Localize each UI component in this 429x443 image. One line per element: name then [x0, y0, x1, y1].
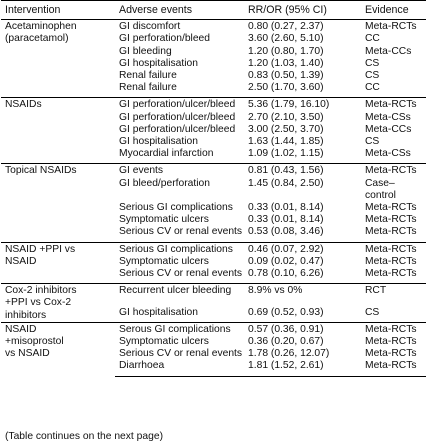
evidence-cell: Meta-RCTs — [365, 255, 417, 267]
evidence-cell: Meta-CCs — [365, 123, 412, 135]
rr-or-cell: 0.09 (0.02, 0.47) — [248, 255, 324, 267]
rr-or-cell: 0.69 (0.52, 0.93) — [248, 306, 324, 318]
adverse-event-cell: Symptomatic ulcers — [119, 336, 209, 348]
table-row — [1, 98, 426, 112]
evidence-cell: Meta-CSs — [365, 111, 411, 123]
rr-or-cell: 0.36 (0.20, 0.67) — [248, 336, 324, 348]
intervention-cell: Acetaminophen (paracetamol) — [1, 20, 115, 98]
evidence-table — [1, 0, 426, 377]
evidence-cell: Meta-RCTs — [361, 98, 426, 112]
adverse-event-cell: Symptomatic ulcers — [119, 214, 209, 226]
adverse-event-cell: Serious GI complications — [115, 242, 244, 256]
rr-or-cell: 0.80 (0.27, 2.37) — [244, 20, 361, 34]
table-row — [1, 284, 426, 302]
evidence-cell: Meta-CCs — [365, 45, 412, 57]
rr-or-cell: 0.46 (0.07, 2.92) — [244, 242, 361, 256]
evidence-cell: Meta-RCTs — [361, 322, 426, 336]
evidence-cell: CS — [365, 306, 380, 318]
adverse-event-cell: Serous GI complications — [115, 322, 244, 336]
evidence-cell: Meta-RCTs — [361, 242, 426, 256]
intervention-cell: Cox-2 inhibitors +PPI vs Cox-2 inhibitors — [1, 284, 115, 323]
rr-or-cell: 0.78 (0.10, 6.26) — [248, 268, 324, 280]
rr-or-cell: 1.63 (1.44, 1.85) — [248, 136, 324, 148]
rr-or-cell: 0.53 (0.08, 3.46) — [248, 226, 324, 238]
header-row — [1, 1, 426, 20]
rr-or-cell: 5.36 (1.79, 16.10) — [244, 98, 361, 112]
rr-or-cell: 8.9% vs 0% — [244, 284, 361, 302]
evidence-cell: CC — [365, 33, 380, 45]
adverse-event-cell: GI discomfort — [115, 20, 244, 34]
rr-or-cell: 2.50 (1.70, 3.60) — [248, 82, 324, 94]
evidence-cell: Meta-RCTs — [365, 202, 417, 214]
adverse-event-cell: GI perforation/ulcer/bleed — [119, 111, 236, 123]
evidence-cell: CS — [365, 136, 380, 148]
adverse-event-cell: GI perforation/bleed — [119, 33, 211, 45]
adverse-event-cell: Serious GI complications — [119, 202, 233, 214]
intervention-cell: Topical NSAIDs — [1, 164, 115, 242]
adverse-event-cell: Recurrent ulcer bleeding — [115, 284, 244, 302]
rr-or-cell: 2.70 (2.10, 3.50) — [248, 111, 324, 123]
adverse-event-cell: GI hospitalisation — [119, 136, 198, 148]
evidence-cell: Meta-RCTs — [361, 360, 426, 376]
rr-or-cell: 0.81 (0.43, 1.56) — [244, 164, 361, 178]
adverse-event-cell: Renal failure — [119, 70, 177, 82]
evidence-cell: RCT — [361, 284, 426, 302]
adverse-event-cell: GI hospitalisation — [119, 57, 198, 69]
evidence-cell: Meta-RCTs — [365, 214, 417, 226]
evidence-cell: Meta-RCTs — [365, 348, 417, 360]
adverse-event-cell: GI bleed/perforation — [119, 177, 211, 189]
adverse-event-cell: Symptomatic ulcers — [119, 255, 209, 267]
adverse-event-cell: Serious CV or renal events — [119, 226, 243, 238]
rr-or-cell: 3.60 (2.60, 5.10) — [248, 33, 324, 45]
adverse-event-cell: Serious CV or renal events — [119, 348, 243, 360]
rr-or-cell: 1.09 (1.02, 1.15) — [248, 148, 324, 160]
rr-or-cell: 3.00 (2.50, 3.70) — [248, 123, 324, 135]
evidence-cell: Meta-RCTs — [361, 20, 426, 34]
rr-or-cell: 0.57 (0.36, 0.91) — [244, 322, 361, 336]
header-rr-or: RR/OR (95% CI) — [244, 1, 361, 20]
rr-or-cell: 1.81 (1.52, 2.61) — [244, 360, 361, 376]
adverse-event-cell: GI hospitalisation — [119, 306, 198, 318]
evidence-cell: Meta-CSs — [365, 148, 411, 160]
evidence-cell: Case– control — [365, 177, 396, 201]
table-body — [1, 20, 426, 376]
header-adverse-events: Adverse events — [115, 1, 244, 20]
adverse-event-cell: GI bleeding — [119, 45, 172, 57]
table-row — [1, 164, 426, 178]
header-evidence: Evidence — [361, 1, 426, 20]
intervention-cell: NSAID +PPI vs NSAID — [1, 242, 115, 284]
adverse-event-cell: Renal failure — [119, 82, 177, 94]
adverse-event-cell: GI perforation/ulcer/bleed — [119, 123, 236, 135]
rr-or-cell: 0.33 (0.01, 8.14) — [248, 214, 324, 226]
rr-or-cell: 0.83 (0.50, 1.39) — [248, 70, 324, 82]
rr-or-cell: 1.20 (0.80, 1.70) — [248, 45, 324, 57]
header-intervention: Intervention — [1, 1, 115, 20]
intervention-cell: NSAID +misoprostol vs NSAID — [1, 322, 115, 376]
adverse-event-cell: Serious CV or renal events — [119, 268, 243, 280]
adverse-event-cell: Diarrhoea — [115, 360, 244, 376]
evidence-cell: Meta-RCTs — [365, 268, 417, 280]
rr-or-cell: 0.33 (0.01, 8.14) — [248, 202, 324, 214]
adverse-event-cell: GI events — [115, 164, 244, 178]
table-header — [1, 1, 426, 20]
table-row — [1, 20, 426, 34]
evidence-cell: Meta-RCTs — [365, 226, 417, 238]
evidence-cell: CS — [365, 57, 380, 69]
intervention-cell: NSAIDs — [1, 98, 115, 164]
evidence-cell: CS — [365, 70, 380, 82]
rr-or-cell: 1.78 (0.26, 12.07) — [248, 348, 330, 360]
evidence-cell: CC — [365, 82, 380, 94]
rr-or-cell: 1.45 (0.84, 2.50) — [248, 177, 324, 189]
adverse-event-cell: GI perforation/ulcer/bleed — [115, 98, 244, 112]
adverse-event-cell: Myocardial infarction — [119, 148, 214, 160]
evidence-cell: Meta-RCTs — [361, 164, 426, 178]
table-continuation-note: (Table continues on the next page) — [5, 431, 163, 442]
rr-or-cell: 1.20 (1.03, 1.40) — [248, 57, 324, 69]
table-row — [1, 322, 426, 336]
evidence-cell: Meta-RCTs — [365, 336, 417, 348]
table-row — [1, 242, 426, 256]
